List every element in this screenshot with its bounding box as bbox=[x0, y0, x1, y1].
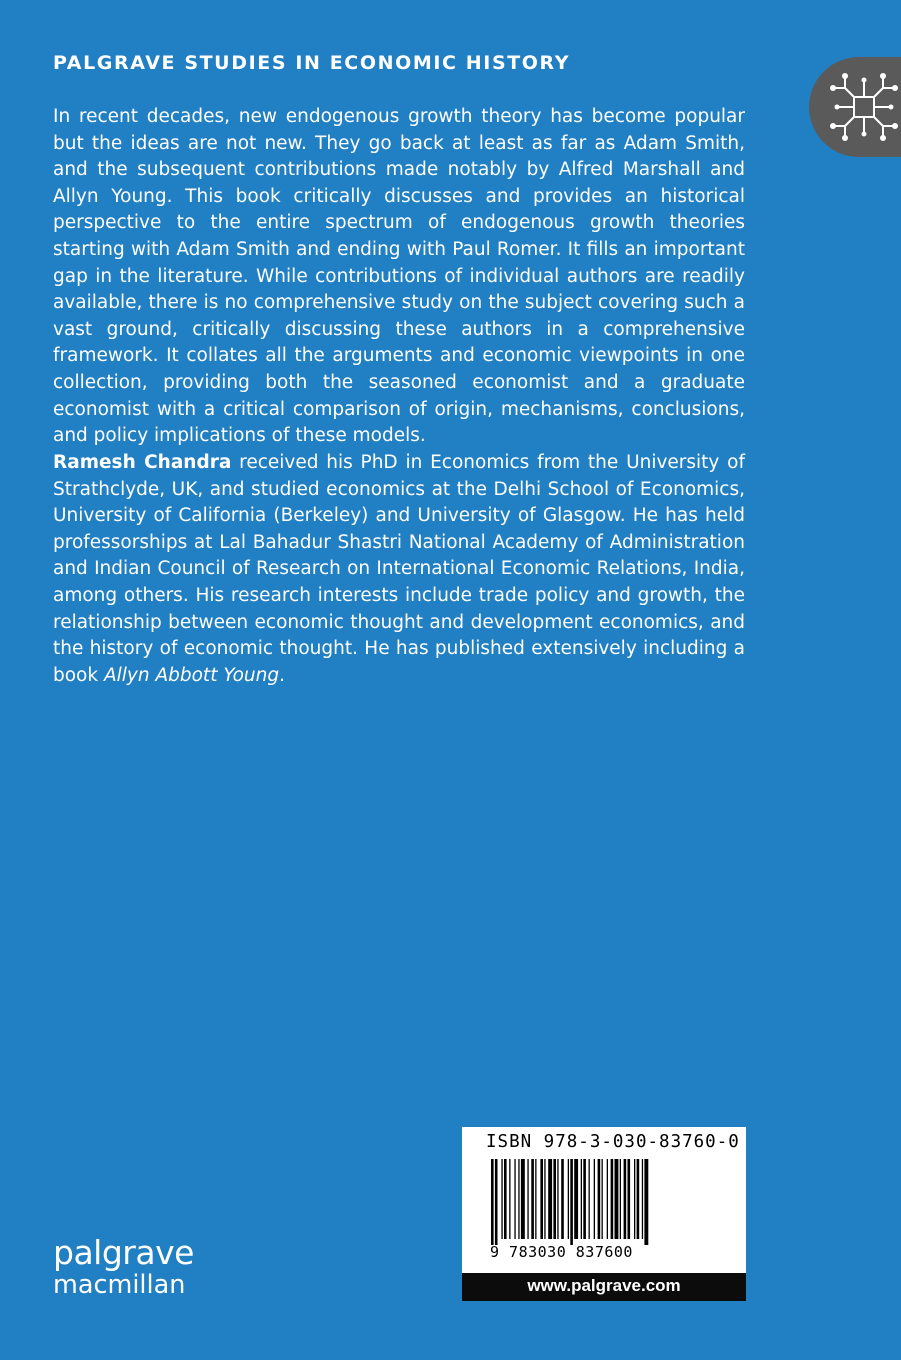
author-name: Ramesh Chandra bbox=[53, 452, 232, 473]
barcode-bar bbox=[501, 1159, 502, 1239]
barcode-bar bbox=[509, 1159, 510, 1239]
barcode-bar bbox=[637, 1159, 640, 1239]
bio-end: . bbox=[279, 664, 285, 686]
barcode-bar bbox=[535, 1159, 536, 1239]
barcode-bar bbox=[644, 1159, 648, 1245]
barcode-bar bbox=[557, 1159, 558, 1239]
barcode-bar bbox=[504, 1159, 507, 1239]
barcode-number: 9 783030 837600 bbox=[490, 1243, 633, 1261]
barcode-bar bbox=[589, 1159, 590, 1239]
barcode-bar bbox=[598, 1159, 601, 1239]
barcode-bar bbox=[548, 1159, 552, 1239]
palgrave-macmillan-logo bbox=[53, 1233, 194, 1300]
barcode-bar bbox=[574, 1159, 578, 1239]
barcode-bar bbox=[642, 1159, 643, 1239]
barcode-bar bbox=[634, 1159, 635, 1239]
barcode-bar bbox=[527, 1159, 528, 1239]
barcode-bar bbox=[561, 1159, 564, 1239]
barcode-bar bbox=[521, 1159, 525, 1239]
author-bio-text: received his PhD in Economics from the University of Strathclyde, UK, and studied economics at the Delhi School of Economics, University of California (Berkeley) and University of Glasgow. He has held professorships at Lal Bahadur Shastri National Academy of Administration and Indian Council of Research on International Economic Relations, India, among others. His research interests include trade policy and growth, the relationship between economic thought and development economics, and the history of economic thought. He has published extensively including a book bbox=[53, 452, 745, 686]
barcode-bar bbox=[544, 1159, 545, 1239]
barcode-bar bbox=[602, 1159, 603, 1239]
barcode-bar bbox=[628, 1159, 631, 1239]
barcode-bar bbox=[611, 1159, 614, 1239]
barcode-bar bbox=[531, 1159, 534, 1239]
book-description: In recent decades, new endogenous growth theory has become popular but the ideas are not new. They go back at least as far as Adam Smith, and the subsequent contributions made notably by Alfred Marshall and Allyn Young. This book critically discusses and provides an historical perspective to the entire spectrum of endogenous growth theories starting with Adam Smith and ending with Paul Romer. It fills an important gap in the literature. While contributions of individual authors are readily available, there is no comprehensive study on the subject covering such a vast ground, critically discussing these authors in a comprehensive framework. It collates all the arguments and economic viewpoints in one collection, providing both the seasoned economist and a graduate economist with a critical comparison of origin, mechanisms, conclusions, and policy implications of these models. bbox=[53, 106, 745, 447]
book-title-reference: Allyn Abbott Young bbox=[103, 664, 280, 686]
barcode-box bbox=[462, 1127, 746, 1273]
publisher-emblem bbox=[809, 57, 901, 157]
barcode-bar bbox=[568, 1159, 569, 1239]
barcode-bar bbox=[583, 1159, 586, 1239]
publisher-website: www.palgrave.com bbox=[462, 1273, 746, 1301]
barcode-bar bbox=[491, 1159, 494, 1245]
barcode-bar bbox=[615, 1159, 619, 1239]
barcode-bar bbox=[495, 1159, 498, 1245]
barcode-bar bbox=[570, 1159, 573, 1245]
palgrave-constellation-icon bbox=[823, 66, 901, 148]
barcode-bar bbox=[540, 1159, 543, 1239]
barcode-bar bbox=[620, 1159, 621, 1239]
barcode-bar bbox=[514, 1159, 515, 1239]
barcode bbox=[489, 1159, 721, 1245]
logo-macmillan: macmillan bbox=[53, 1270, 186, 1300]
barcode-bar bbox=[553, 1159, 556, 1239]
barcode-bar bbox=[518, 1159, 519, 1239]
barcode-bar bbox=[594, 1159, 595, 1239]
series-title: PALGRAVE STUDIES IN ECONOMIC HISTORY bbox=[53, 52, 571, 74]
isbn-label: ISBN 978-3-030-83760-0 bbox=[486, 1132, 740, 1152]
logo-palgrave: palgrave bbox=[53, 1233, 194, 1272]
barcode-bar bbox=[607, 1159, 608, 1239]
barcode-bar bbox=[581, 1159, 582, 1239]
author-bio bbox=[53, 450, 745, 689]
barcode-bar bbox=[624, 1159, 627, 1239]
